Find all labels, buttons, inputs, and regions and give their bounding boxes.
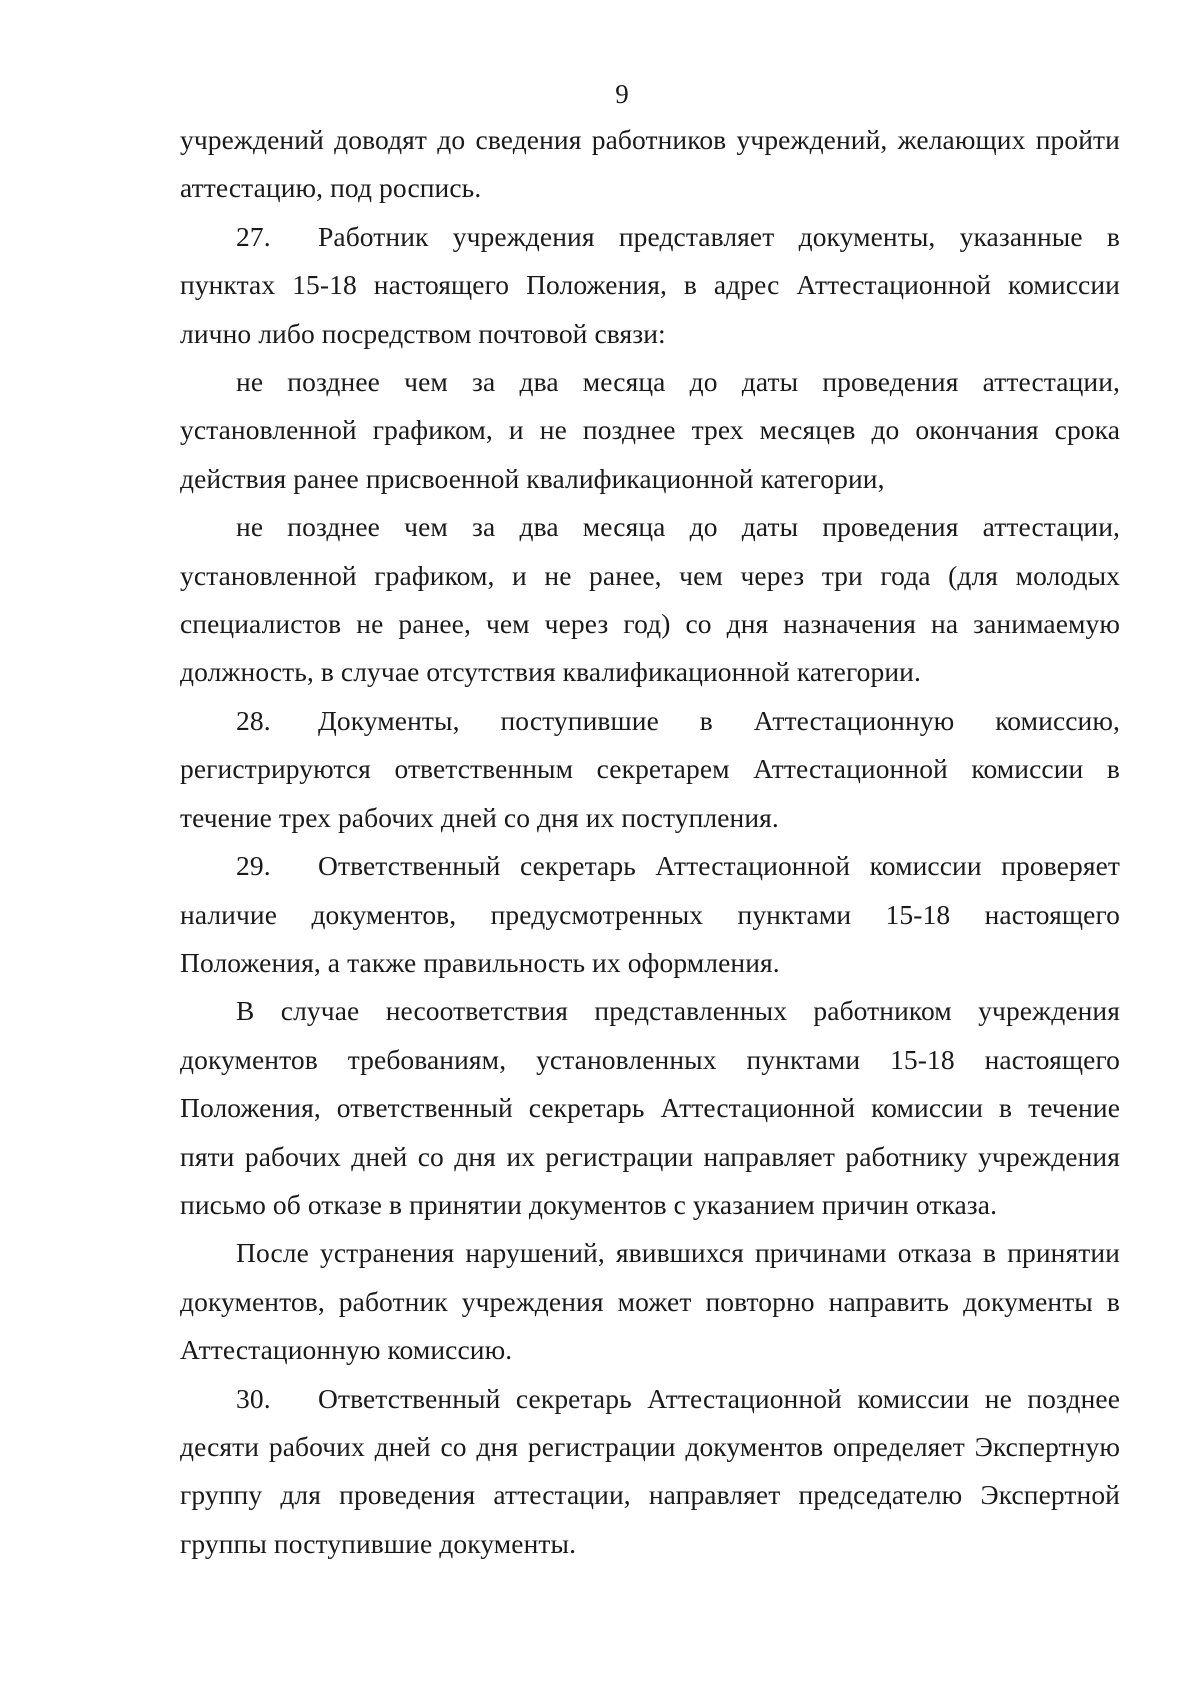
- paragraph-text: учреждений доводят до сведения работников учреждений, желающих пройти аттестацию, под роспись.: [180, 124, 1120, 204]
- paragraph-text: Документы, поступившие в Аттестационную комиссию, регистрируются ответственным секретарем Аттестационной комиссии в течение трех рабочих дней со дня их поступления.: [180, 704, 1120, 833]
- paragraph-27: [180, 213, 1120, 358]
- paragraph-continuation: [180, 116, 1120, 213]
- paragraph-text: Ответственный секретарь Аттестационной комиссии проверяет наличие документов, предусмотренных пунктами 15-18 настоящего Положения, а также правильность их оформления.: [180, 850, 1120, 978]
- paragraph-30: [180, 1375, 1120, 1569]
- paragraph-27-item-1: [180, 358, 1120, 503]
- paragraph-number: 27.: [236, 220, 271, 252]
- page-number: 9: [615, 79, 629, 109]
- paragraph-text: После устранения нарушений, явившихся причинами отказа в принятии документов, работник учреждения может повторно направить документы в Аттестационную комиссию.: [180, 1237, 1120, 1366]
- paragraph-number: 30.: [236, 1382, 271, 1414]
- paragraph-27-item-2: [180, 503, 1120, 697]
- paragraph-text: Ответственный секретарь Аттестационной комиссии не позднее десяти рабочих дней со дня регистрации документов определяет Экспертную группу для проведения аттестации, направляет председателю Экспертной группы поступившие документы.: [180, 1382, 1120, 1559]
- paragraph-text: не позднее чем за два месяца до даты проведения аттестации, установленной графиком, и не позднее трех месяцев до окончания срока действия ранее присвоенной квалификационной категории,: [180, 366, 1120, 494]
- paragraph-29-continuation-2: [180, 1229, 1120, 1374]
- paragraph-number: 28.: [236, 704, 271, 736]
- paragraph-number: 29.: [236, 850, 271, 882]
- paragraph-29: [180, 842, 1120, 987]
- paragraph-text: не позднее чем за два месяца до даты проведения аттестации, установленной графиком, и не ранее, чем через три года (для молодых специалистов не ранее, чем через год) со дня назначения на занимаемую должность, в случае отсутствия квалификационной категории.: [180, 511, 1120, 688]
- paragraph-29-continuation-1: [180, 987, 1120, 1229]
- paragraph-text: В случае несоответствия представленных работником учреждения документов требованиям, установленных пунктами 15-18 настоящего Положения, ответственный секретарь Аттестационной комиссии в течение пяти рабочих дней со дня их регистрации направляет работнику учреждения письмо об отказе в принятии документов с указанием причин отказа.: [180, 995, 1120, 1220]
- paragraph-text: Работник учреждения представляет документы, указанные в пунктах 15-18 настоящего Положения, в адрес Аттестационной комиссии лично либо посредством почтовой связи:: [180, 220, 1120, 349]
- document-body: [180, 116, 1120, 1568]
- paragraph-28: [180, 697, 1120, 842]
